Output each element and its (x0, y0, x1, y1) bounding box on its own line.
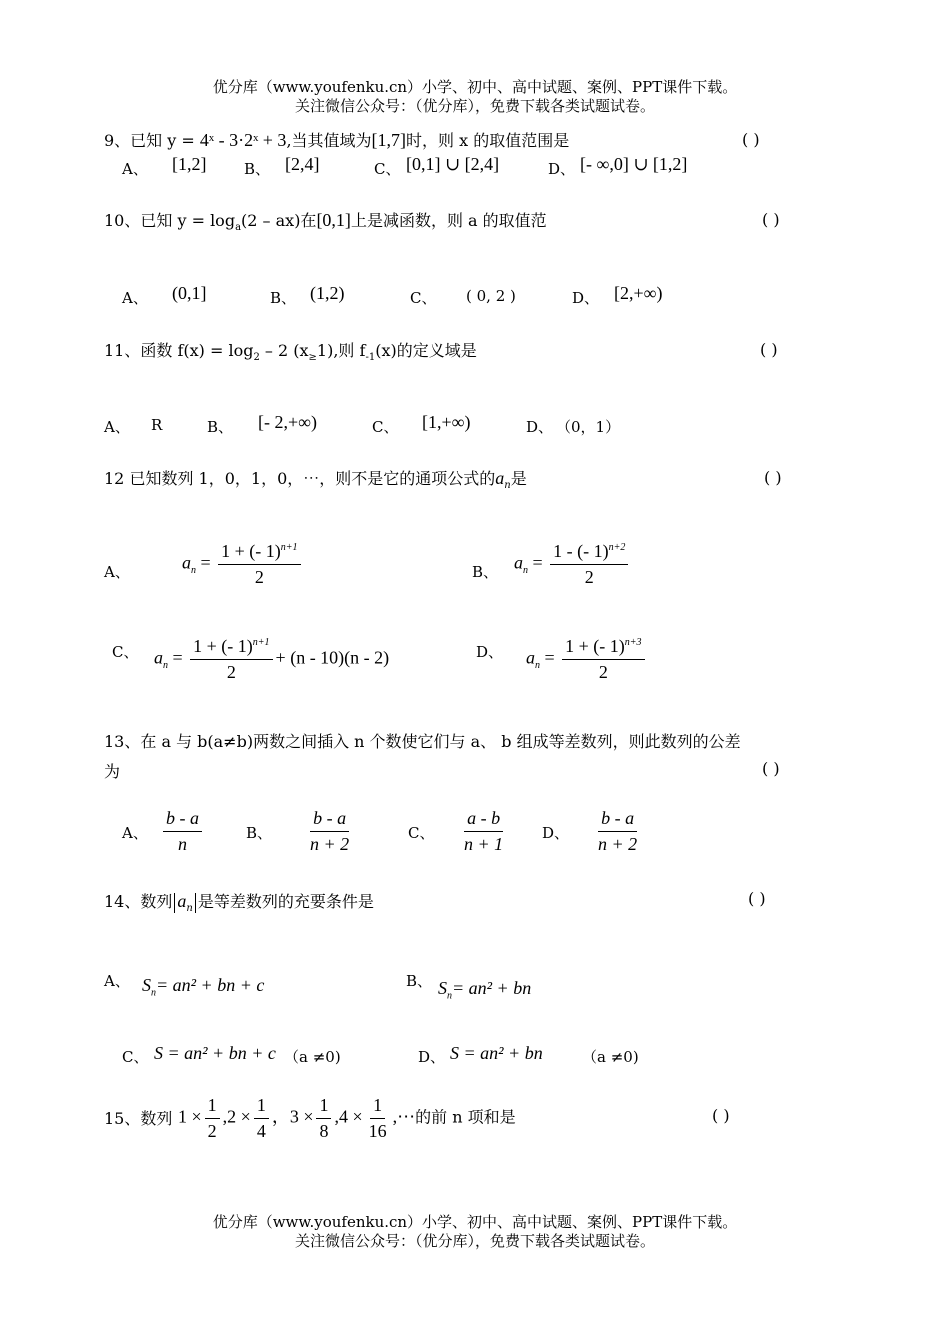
q13-a-num: b - a (163, 808, 202, 832)
q15-t3n: 1 (316, 1095, 331, 1119)
q11-option-d-label: D、 (526, 418, 554, 436)
q10-interval: [0,1] (316, 210, 351, 230)
q14-option-a (142, 975, 265, 999)
q14-option-c-label: C、 (122, 1048, 149, 1066)
q13-a-den: n (178, 834, 187, 854)
q12-b-den: 2 (584, 567, 594, 587)
q14-option-a-label: A、 (104, 972, 130, 990)
q15-t1d: 2 (207, 1121, 217, 1141)
q12-d-fraction (562, 636, 644, 683)
q11-log-base: 2 (253, 352, 260, 364)
q15-t2a: ,2 × (222, 1106, 251, 1127)
q11-inverse: -1 (365, 352, 376, 364)
q9-option-a-label: A、 (122, 160, 148, 178)
q12-c-fraction (190, 636, 272, 683)
q13-option-d (592, 808, 643, 855)
q14-option-c-condition: （a ≠0) (284, 1048, 341, 1066)
q12-c-exp: n+1 (252, 637, 270, 648)
question-11 (104, 338, 477, 364)
question-15-series (178, 1095, 516, 1142)
q15-t1n: 1 (205, 1095, 220, 1119)
q14-option-d-label: D、 (418, 1048, 446, 1066)
q9-option-a: [1,2] (172, 154, 207, 174)
q14-option-d-condition: （a ≠0) (582, 1048, 639, 1066)
header-line-1: 优分库（www.youfenku.cn）小学、初中、高中试题、案例、PPT课件下载。 (212, 78, 738, 96)
q10-option-c: ( 0, 2 ) (466, 287, 516, 305)
q13-option-a (160, 808, 205, 855)
q12-option-d-label: D、 (476, 643, 504, 661)
q15-answer-paren: ( ) (712, 1106, 730, 1125)
q14-prefix: 14、数列 (104, 892, 173, 911)
q11-mid: – 2 (x (259, 341, 309, 360)
q14-a-sub: n (151, 987, 156, 999)
q14-a-expr: = an² + bn + c (156, 975, 265, 995)
q15-t1a: 1 × (178, 1106, 202, 1127)
q14-seq: a (177, 891, 187, 911)
q14-b-s: S (438, 978, 447, 998)
q13-d-num: b - a (598, 808, 637, 832)
q11-option-d: （0，1） (556, 418, 621, 436)
q12-a-fraction (218, 541, 300, 588)
q13-option-b-label: B、 (246, 824, 273, 842)
q12-option-c-label: C、 (112, 643, 139, 661)
q12-option-c: $a_n$ = $\frac{1 + (- 1)^{n+1}}{2}$ + (n - 10)(n - 2) (154, 636, 390, 682)
q13-b-num: b - a (310, 808, 349, 832)
q12-c-tail: + (n - 10)(n - 2) (275, 647, 390, 668)
q12-d-exp: n+3 (624, 637, 642, 648)
q13-c-den: n + 1 (464, 834, 504, 854)
q11-option-c: [1,+∞) (422, 412, 471, 432)
q10-mid: (2 – ax)在 (241, 211, 317, 230)
q12-a-lhs: a (182, 552, 191, 573)
q12-b-lhs: a (514, 552, 523, 573)
q9-answer-paren: ( ) (742, 130, 760, 149)
q13-b-den: n + 2 (310, 834, 350, 854)
q12-option-b: $a_n$ = $\frac{1 - (- 1)^{n+2}}{2}$ (514, 541, 631, 588)
q12-answer-paren: ( ) (764, 468, 782, 487)
q12-option-d: $a_n$ = $\frac{1 + (- 1)^{n+3}}{2}$ (526, 636, 648, 683)
q12-b-exp: n+2 (608, 542, 626, 553)
q14-b-expr: = an² + bn (452, 978, 532, 998)
q15-t3a: 3 × (289, 1106, 314, 1127)
header-line-2: 关注微信公众号：（优分库），免费下载各类试题试卷。 (294, 97, 655, 115)
q10-option-b: (1,2) (310, 283, 345, 303)
q12-option-a: $a_n$ = $\frac{1 + (- 1)^{n+1}}{2}$ (182, 541, 304, 588)
q14-suffix: 是等差数列的充要条件是 (197, 892, 374, 911)
q12-d-num: 1 + (- 1) (565, 636, 625, 656)
footer-line-1: 优分库（www.youfenku.cn）小学、初中、高中试题、案例、PPT课件下载。 (212, 1213, 738, 1231)
q15-t2d: 4 (256, 1121, 266, 1141)
q13-answer-paren: ( ) (762, 759, 780, 778)
q9-option-c-label: C、 (374, 160, 401, 178)
q11-mid2: 1),则 f (316, 341, 366, 360)
q12-text: 12 已知数列 1，0，1，0，⋯，则不是它的通项公式的 (104, 469, 496, 488)
q14-a-s: S (142, 975, 151, 995)
q12-option-a-label: A、 (104, 563, 130, 581)
q11-option-b-label: B、 (207, 418, 234, 436)
q9-option-b: [2,4] (285, 154, 320, 174)
q15-t4n: 1 (370, 1095, 385, 1119)
q9-mid: ,当其值域为 (286, 131, 372, 150)
q13-option-a-label: A、 (122, 824, 148, 842)
q12-a-exp: n+1 (280, 542, 298, 553)
q9-option-b-label: B、 (244, 160, 271, 178)
q10-log-base: a (235, 222, 242, 234)
q14-b-sub: n (447, 990, 452, 1002)
q12-d-den: 2 (598, 662, 608, 682)
q12-c-num: 1 + (- 1) (193, 636, 253, 656)
q10-prefix: 10、已知 y = log (104, 211, 236, 230)
q11-ge: ≥ (308, 352, 317, 364)
q14-option-d: S = an² + bn (450, 1043, 543, 1063)
q11-answer-paren: ( ) (760, 340, 778, 359)
q12-option-b-label: B、 (472, 563, 499, 581)
q10-option-d-label: D、 (572, 289, 600, 307)
q15-suffix: 的前 n 项和是 (415, 1107, 516, 1127)
q15-t4d: 16 (368, 1121, 387, 1141)
q10-answer-paren: ( ) (762, 210, 780, 229)
q9-option-d: [- ∞,0] ∪ [1,2] (580, 154, 688, 174)
q11-prefix: 11、函数 f(x) = log (104, 341, 254, 360)
q13-d-den: n + 2 (598, 834, 638, 854)
q15-t2n: 1 (254, 1095, 269, 1119)
q9-suffix: 时，则 x 的取值范围是 (406, 131, 570, 150)
q12-a-num: 1 + (- 1) (221, 541, 281, 561)
q11-option-a: R (151, 416, 163, 434)
footer-line-2: 关注微信公众号：（优分库），免费下载各类试题试卷。 (294, 1232, 655, 1250)
q10-option-c-label: C、 (410, 289, 437, 307)
q12-suffix: 是 (510, 469, 527, 488)
question-12 (104, 466, 527, 492)
q14-option-b (438, 978, 532, 1002)
q11-option-b: [- 2,+∞) (258, 412, 317, 432)
question-13-line-2: 为 (104, 762, 121, 781)
q9-expr: 4ˣ - 3·2ˣ + 3 (199, 130, 287, 150)
q13-option-c (458, 808, 509, 855)
q15-dots: ,⋯ (392, 1106, 416, 1127)
q12-c-lhs: a (154, 647, 163, 668)
q10-option-d: [2,+∞) (614, 283, 663, 303)
q12-c-den: 2 (226, 662, 236, 682)
q9-prefix: 9、已知 y = (104, 131, 200, 150)
q11-suffix: (x)的定义域是 (375, 341, 477, 360)
q9-range: [1,7] (371, 130, 407, 150)
q13-option-d-label: D、 (542, 824, 570, 842)
question-15-prefix: 15、数列 (104, 1109, 173, 1128)
q13-c-num: a - b (464, 808, 503, 832)
q14-seq-sub: n (186, 903, 193, 915)
q15-t3d: 8 (319, 1121, 329, 1141)
q11-option-a-label: A、 (104, 418, 130, 436)
q10-suffix: 上是减函数，则 a 的取值范 (350, 211, 547, 230)
q9-option-c: [0,1] ∪ [2,4] (406, 154, 500, 174)
question-13-line-1: 13、在 a 与 b(a≠b)两数之间插入 n 个数使它们与 a、 b 组成等差数列，则此数列的公差 (104, 732, 741, 751)
q14-option-c: S = an² + bn + c (154, 1043, 276, 1063)
q13-option-c-label: C、 (408, 824, 435, 842)
q12-b-num: 1 - (- 1) (553, 541, 609, 561)
q10-option-a: (0,1] (172, 283, 207, 303)
q11-option-c-label: C、 (372, 418, 399, 436)
question-10 (104, 208, 547, 234)
q12-an: a (495, 468, 505, 488)
q15-sep: ， (271, 1106, 290, 1127)
q10-option-b-label: B、 (270, 289, 297, 307)
q12-a-den: 2 (254, 567, 264, 587)
q14-option-b-label: B、 (406, 972, 433, 990)
q15-t4a: ,4 × (334, 1106, 363, 1127)
q9-option-d-label: D、 (548, 160, 576, 178)
q12-b-fraction (550, 541, 628, 588)
q12-d-lhs: a (526, 647, 535, 668)
q10-option-a-label: A、 (122, 289, 148, 307)
question-9 (104, 128, 569, 151)
q13-option-b (304, 808, 355, 855)
q14-answer-paren: ( ) (748, 889, 766, 908)
q12-an-sub: n (504, 480, 511, 492)
question-14 (104, 889, 374, 913)
